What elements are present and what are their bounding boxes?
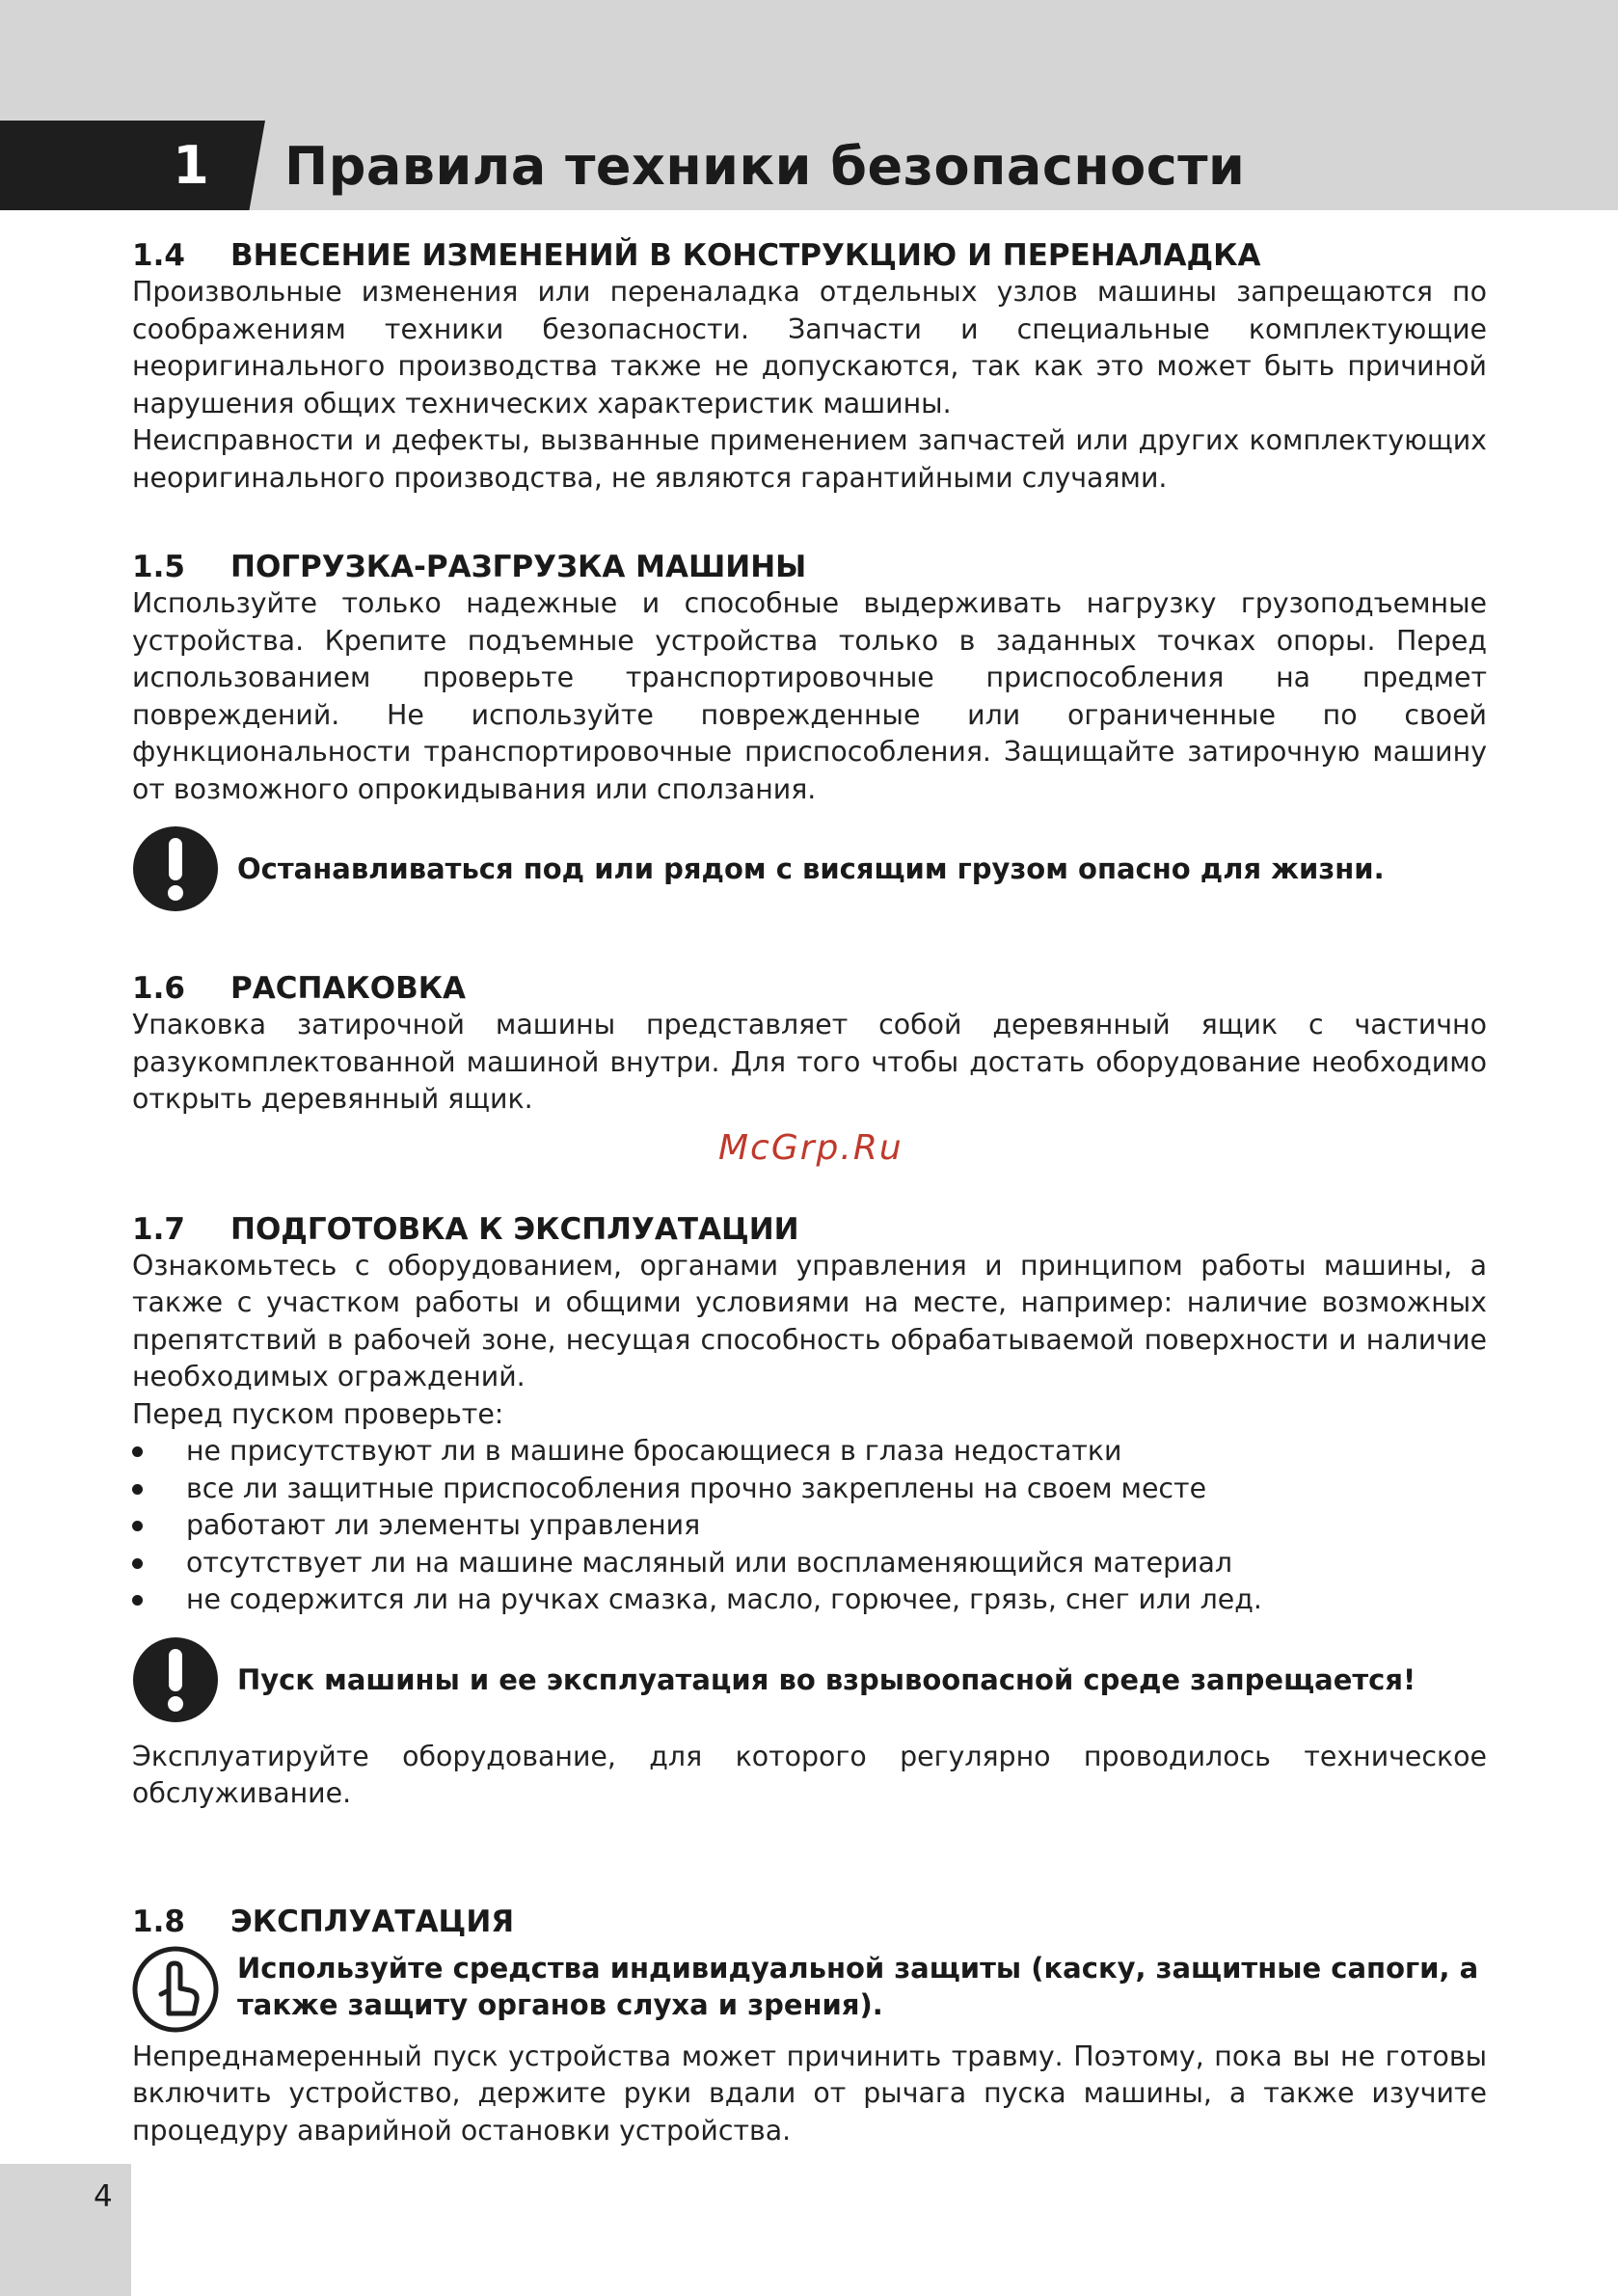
list-item [132,1507,1487,1545]
section-title [132,1211,1487,1248]
paragraph: Эксплуатируйте оборудование, для которого регулярно проводилось техническое обслуживание. [132,1740,1487,1809]
note-text: Используйте средства индивидуальной защиты (каску, защитные сапоги, а также защиту органов слуха и зрения). [237,1951,1479,2021]
paragraph: Перед пуском проверьте: [132,1397,504,1430]
list-item [132,1545,1487,1582]
paragraph: Упаковка затирочной машины представляет собой деревянный ящик с частично разукомплектованной машиной внутри. Для того чтобы достать оборудование необходимо открыть деревянный ящик. [132,1009,1487,1115]
warning-box [132,825,1487,918]
checklist [132,1433,1487,1619]
section-number: 1.5 [132,550,185,584]
list-item [132,1471,1487,1508]
page-number: 4 [94,2179,113,2214]
section-heading: РАСПАКОВКА [230,971,467,1006]
section-number: 1.8 [132,1904,185,1939]
chapter-number: 1 [173,135,209,196]
section-title [132,237,1487,274]
exclamation-icon [132,1636,219,1723]
note-box [132,1946,1487,2039]
paragraph: Неисправности и дефекты, вызванные применением запчастей или других комплектующих неоригинального производства, не являются гарантийными случаями. [132,424,1487,494]
chapter-number-block [0,121,265,210]
list-item-text: не содержится ли на ручках смазка, масло, горючее, грязь, снег или лед. [186,1583,1262,1615]
bullet-icon [132,1521,143,1531]
section-number: 1.6 [132,971,185,1006]
list-item [132,1581,1487,1619]
exclamation-icon [132,825,219,912]
bullet-icon [132,1558,143,1569]
bullet-icon [132,1446,143,1457]
warning-text: Пуск машины и ее эксплуатация во взрывоопасной среде запрещается! [237,1662,1416,1696]
section-title [132,970,1487,1007]
bullet-icon [132,1484,143,1495]
section-heading: ВНЕСЕНИЕ ИЗМЕНЕНИЙ В КОНСТРУКЦИЮ И ПЕРЕНАЛАДКА [230,238,1261,273]
section-title [132,549,1487,585]
paragraph: Используйте только надежные и способные выдерживать нагрузку грузоподъемные устройства. Крепите подъемные устройства только в заданных точках опоры. Перед использованием проверьте транспортировочные приспособления на предмет повреждений. Не используйте поврежденные или ограниченные по своей функциональности транспортировочные приспособления. Защищайте затирочную машину от возможного опрокидывания или сползания. [132,587,1487,805]
warning-text: Останавливаться под или рядом с висящим грузом опасно для жизни. [237,852,1385,885]
section-title [132,1904,1487,1940]
chapter-title: Правила техники безопасности [284,136,1246,197]
warning-box [132,1636,1487,1729]
section-number: 1.7 [132,1211,185,1247]
list-item-text: работают ли элементы управления [186,1509,701,1541]
top-band [0,0,1618,121]
paragraph: Непреднамеренный пуск устройства может причинить травму. Поэтому, пока вы не готовы включить устройство, держите руки вдали от рычага пуска машины, а также изучите процедуру аварийной остановки устройства. [132,2039,1487,2147]
bullet-icon [132,1595,143,1606]
list-item-text: все ли защитные приспособления прочно закреплены на своем месте [186,1472,1207,1504]
list-item-text: отсутствует ли на машине масляный или воспламеняющийся материал [186,1546,1233,1579]
list-item-text: не присутствуют ли в машине бросающиеся в глаза недостатки [186,1435,1122,1467]
section-number: 1.4 [132,238,185,273]
section-heading: ЭКСПЛУАТАЦИЯ [230,1904,515,1939]
paragraph: Произвольные изменения или переналадка отдельных узлов машины запрещаются по соображениям техники безопасности. Запчасти и специальные комплектующие неоригинального производства также не допускаются, так как это может быть причиной нарушения общих технических характеристик машины. [132,276,1487,419]
section-heading: ПОГРУЗКА-РАЗГРУЗКА МАШИНЫ [230,550,807,584]
page-content [132,237,1487,2149]
list-item [132,1433,1487,1471]
hand-pointer-icon [132,1946,219,2033]
watermark: McGrp.Ru [718,1128,903,1168]
section-heading: ПОДГОТОВКА К ЭКСПЛУАТАЦИИ [230,1211,799,1247]
paragraph: Ознакомьтесь с оборудованием, органами управления и принципом работы машины, а также с участком работы и общими условиями на месте, например: наличие возможных препятствий в рабочей зоне, несущая способность обрабатываемой поверхности и наличие необходимых ограждений. [132,1249,1487,1392]
